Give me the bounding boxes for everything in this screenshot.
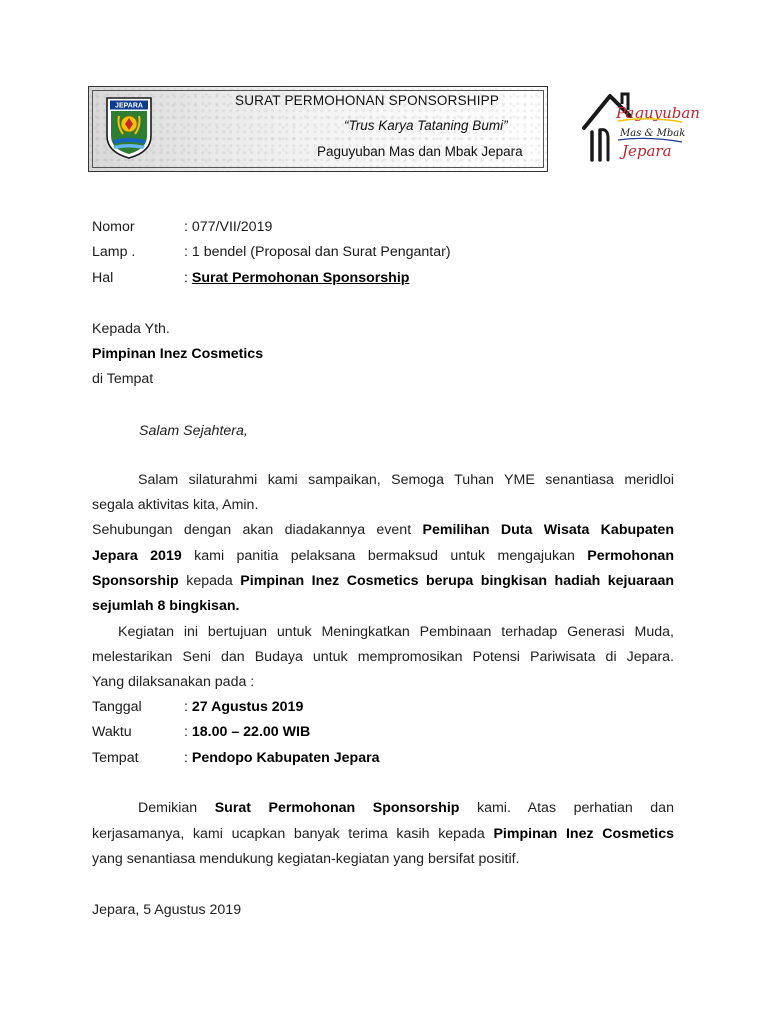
paragraph2-line3: [92, 571, 674, 591]
paragraph2-line2: [92, 546, 674, 566]
p2-recipient-gift: Pimpinan Inez Cosmetics berupa bingkisan hadiah kejuaraan: [240, 573, 674, 589]
p2-event-name: Pemilihan Duta Wisata Kabupaten: [422, 522, 674, 538]
hal-line: [184, 268, 409, 288]
tempat-value: Pendopo Kabupaten Jepara: [191, 750, 380, 766]
p2-kepada: kepada: [186, 573, 233, 589]
letter-motto: “Trus Karya Tataning Bumi”: [344, 118, 508, 133]
closing-subject: Surat Permohonan Sponsorship: [214, 800, 460, 816]
p2-l2-text: kami panitia pelaksana bermaksud untuk mengajukan: [194, 548, 575, 564]
waktu-line: [184, 722, 310, 742]
closing-line2: [92, 824, 674, 844]
nomor-value: : 077/VII/2019: [184, 219, 273, 235]
p2-l1-text: Sehubungan dengan akan diadakannya event: [92, 522, 412, 538]
tanggal-label: Tanggal: [92, 699, 142, 715]
letter-date: Jepara, 5 Agustus 2019: [92, 902, 242, 918]
tempat-colon: :: [184, 750, 192, 766]
recipient-place: di Tempat: [92, 371, 154, 387]
hal-value: Surat Permohonan Sponsorship: [191, 270, 410, 286]
jepara-emblem-icon: [105, 96, 153, 160]
closing-l2-text: kerjasamanya, kami ucapkan banyak terima kasih kepada: [92, 826, 485, 842]
paragraph2-line4: sejumlah 8 bingkisan.: [92, 598, 240, 614]
paragraph2-line1: [92, 520, 674, 540]
paragraph3-line1: Kegiatan ini bertujuan untuk Meningkatkan Pembinaan terhadap Generasi Muda,: [118, 624, 674, 640]
recipient-name: Pimpinan Inez Cosmetics: [92, 346, 264, 362]
closing-demikian: Demikian: [138, 800, 198, 816]
lamp-label: Lamp .: [92, 244, 136, 260]
p2-event-year: Jepara 2019: [92, 548, 182, 564]
paragraph3-line3: Yang dilaksanakan pada :: [92, 674, 255, 690]
organization-name: Paguyuban Mas dan Mbak Jepara: [317, 144, 523, 159]
recipient-salutation: Kepada Yth.: [92, 321, 170, 337]
paragraph1-line1: Salam silaturahmi kami sampaikan, Semoga Tuhan YME senantiasa meridloi: [138, 472, 674, 488]
paguyuban-logo-icon: [578, 88, 700, 168]
waktu-colon: :: [184, 724, 192, 740]
tanggal-line: [184, 697, 303, 717]
closing-line1: [92, 798, 674, 818]
greeting: Salam Sejahtera,: [139, 423, 248, 439]
emblem-text: JEPARA: [115, 102, 143, 110]
letterhead: [88, 86, 548, 172]
nomor-label: Nomor: [92, 219, 135, 235]
hal-label: Hal: [92, 270, 114, 286]
waktu-label: Waktu: [92, 724, 132, 740]
p2-sponsorship: Sponsorship: [92, 573, 179, 589]
paragraph1-line2: segala aktivitas kita, Amin.: [92, 497, 259, 513]
logo-text-jepara: Jepara: [622, 142, 672, 160]
closing-l1-rest: kami. Atas perhatian dan: [477, 800, 674, 816]
logo-text-paguyuban: Paguyuban: [616, 104, 700, 122]
tanggal-value: 27 Agustus 2019: [191, 699, 304, 715]
tempat-label: Tempat: [92, 750, 139, 766]
paragraph3-line2: melestarikan Seni dan Budaya untuk mempromosikan Potensi Pariwisata di Jepara.: [92, 649, 674, 665]
tanggal-colon: :: [184, 699, 192, 715]
waktu-value: 18.00 – 22.00 WIB: [191, 724, 311, 740]
p2-permohonan: Permohonan: [587, 548, 674, 564]
closing-line3: yang senantiasa mendukung kegiatan-kegiatan yang bersifat positif.: [92, 851, 520, 867]
logo-text-mas-mbak: Mas & Mbak: [620, 128, 686, 139]
closing-recipient: Pimpinan Inez Cosmetics: [493, 826, 674, 842]
hal-colon: :: [184, 270, 192, 286]
lamp-value: : 1 bendel (Proposal dan Surat Pengantar): [184, 244, 451, 260]
tempat-line: [184, 748, 380, 768]
letter-title: SURAT PERMOHONAN SPONSORSHIPP: [235, 93, 500, 108]
